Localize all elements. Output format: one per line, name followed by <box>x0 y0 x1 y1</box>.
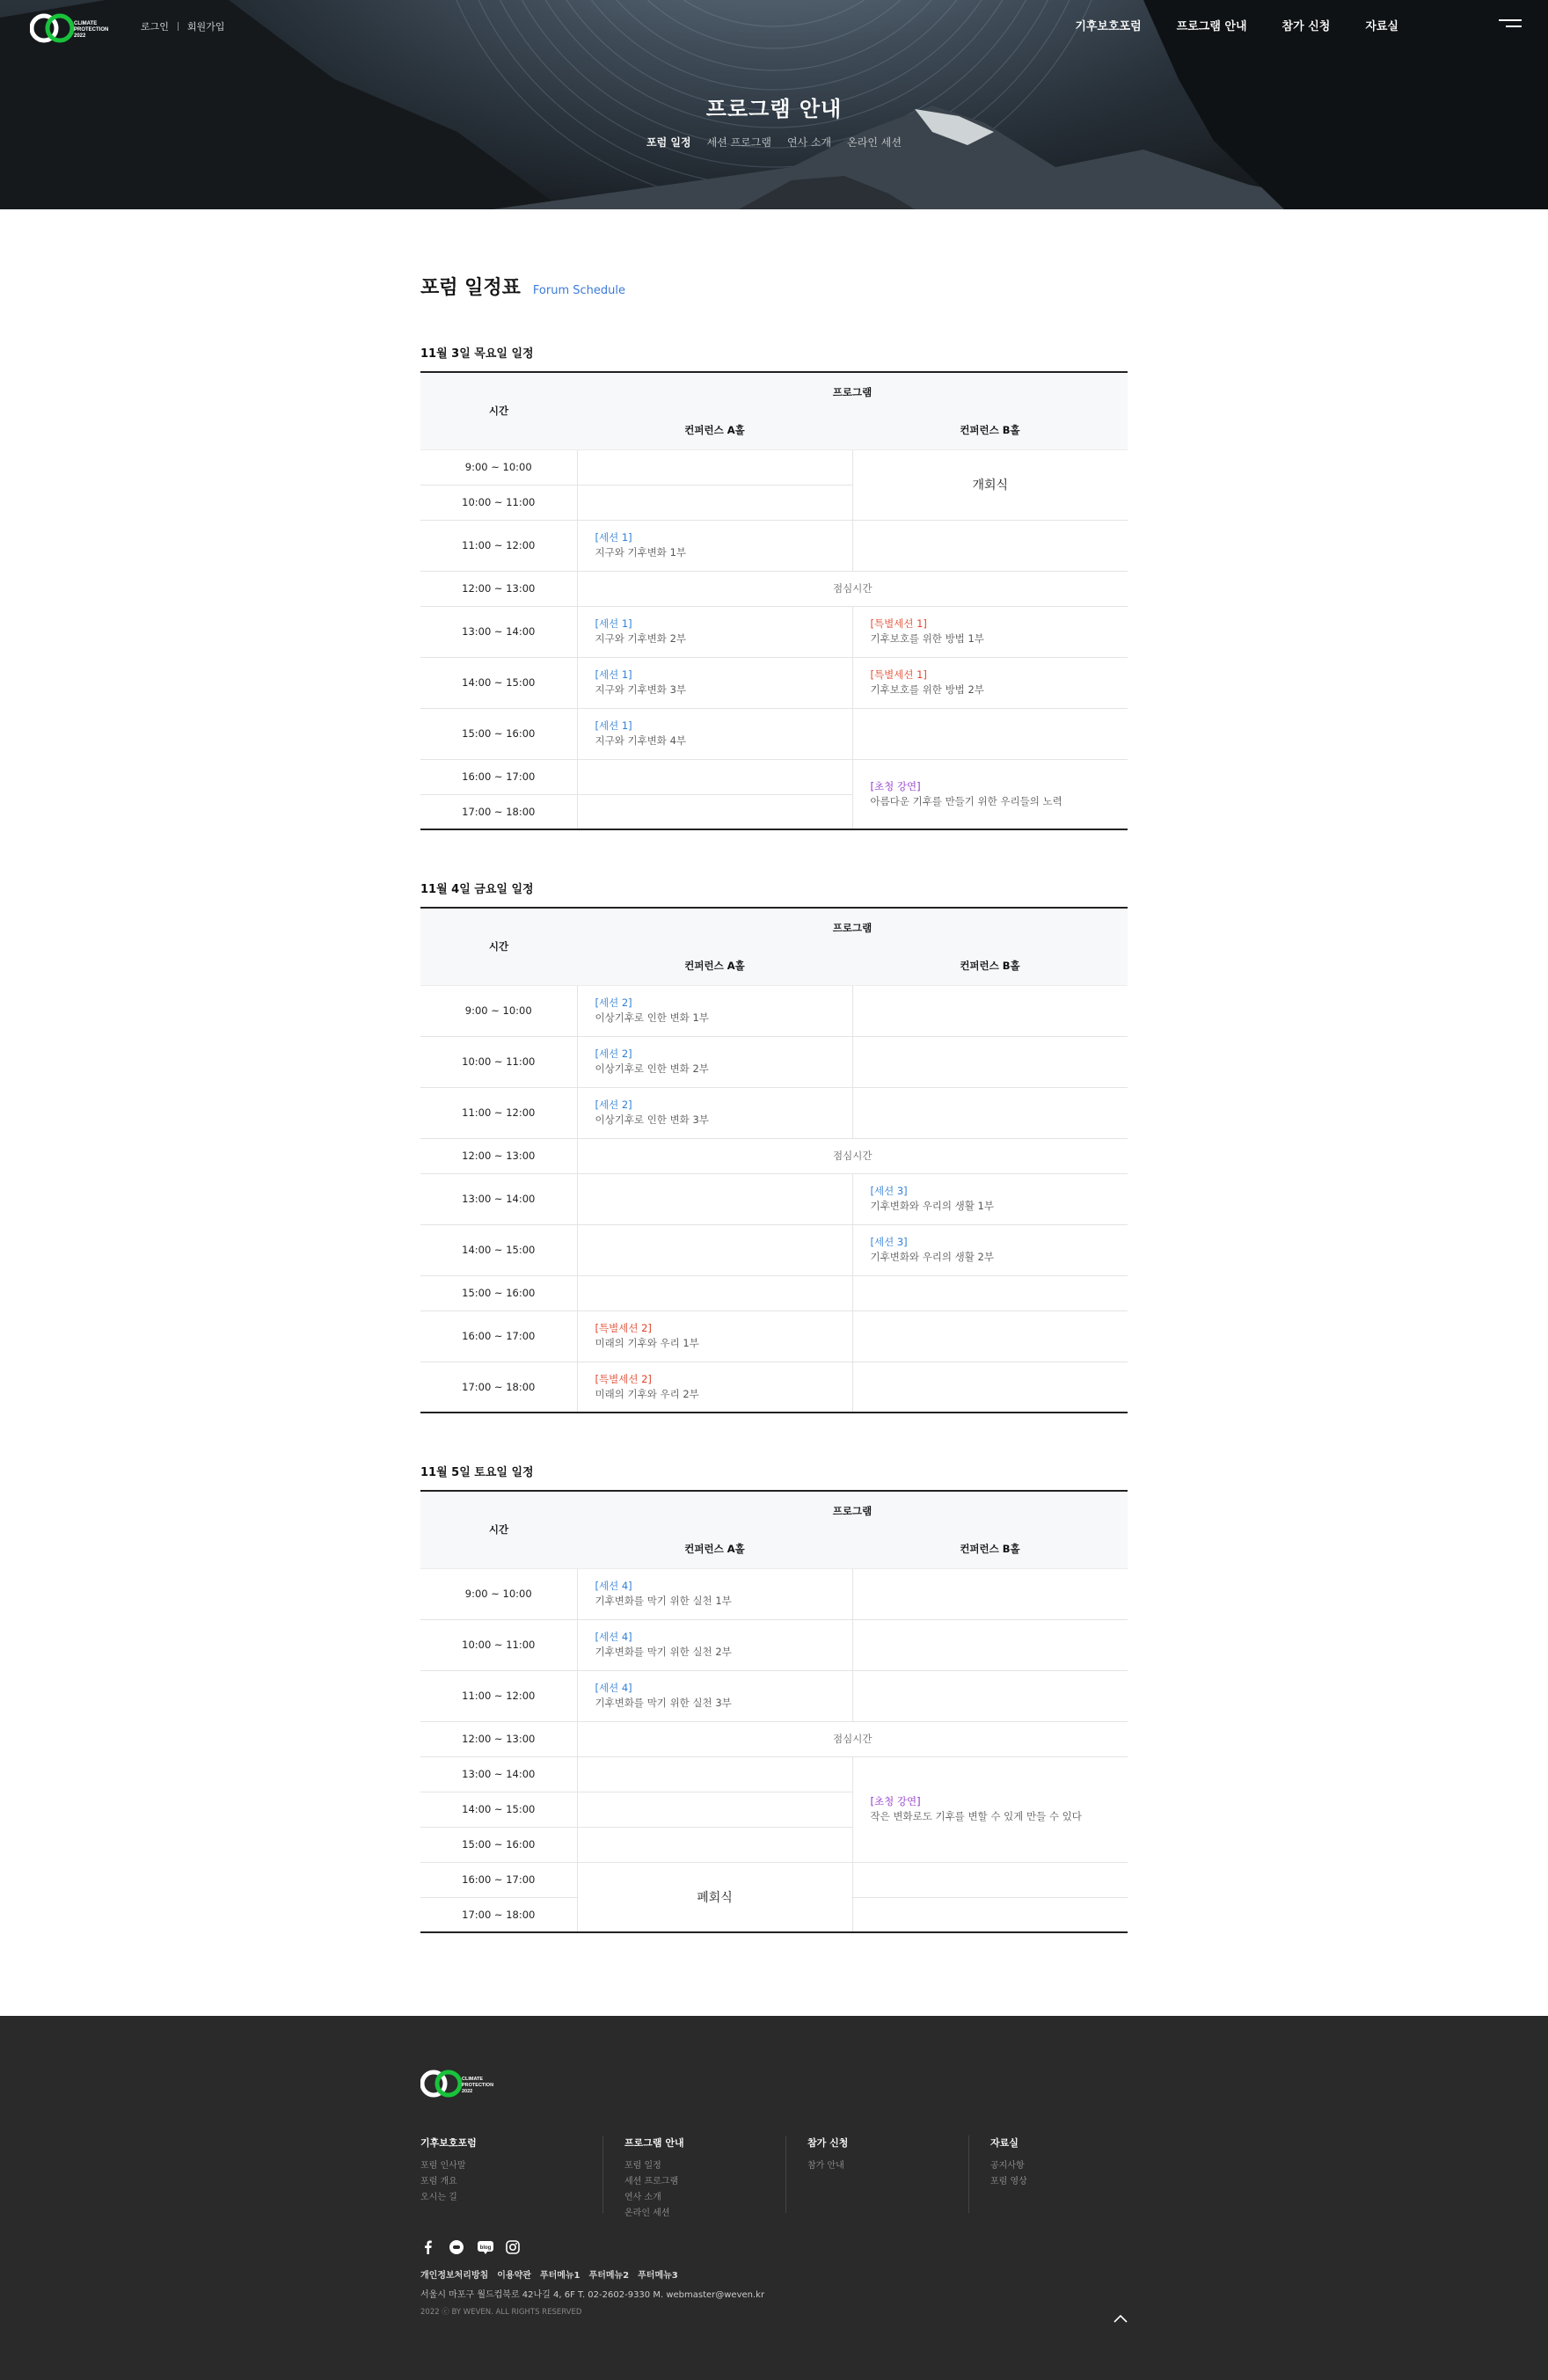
session-desc: 기후변화와 우리의 생활 1부 <box>870 1200 994 1212</box>
climate-logo-icon <box>420 2069 496 2099</box>
session-tag: [세션 1] <box>595 617 632 630</box>
session-tag: [세션 4] <box>595 1682 632 1694</box>
kakao-icon[interactable] <box>449 2239 464 2255</box>
session-cell[interactable] <box>852 1173 1128 1224</box>
time-cell: 9:00 ~ 10:00 <box>420 449 577 485</box>
time-cell: 17:00 ~ 18:00 <box>462 1908 536 1921</box>
session-cell[interactable] <box>577 1568 852 1619</box>
scroll-top-icon[interactable] <box>1112 2311 1129 2324</box>
special-session-tag: [특별세션 2] <box>595 1322 652 1334</box>
header-program: 프로그램 <box>577 908 1128 946</box>
time-cell: 10:00 ~ 11:00 <box>420 1036 577 1087</box>
session-desc: 기후보호를 위한 방법 2부 <box>870 683 984 696</box>
table-row <box>420 1036 1128 1087</box>
empty-cell <box>852 1036 1128 1087</box>
signup-link[interactable]: 회원가입 <box>186 21 225 33</box>
session-desc: 기후변화를 막기 위한 실천 1부 <box>595 1595 732 1607</box>
table-row <box>420 1862 1128 1897</box>
footer-link[interactable]: 세션 프로그램 <box>624 2177 679 2187</box>
subnav-item-schedule[interactable]: 포럼 일정 <box>646 136 691 149</box>
empty-cell <box>577 1756 852 1792</box>
page-title-en: Forum Schedule <box>532 284 626 297</box>
brand-logo[interactable] <box>30 12 111 47</box>
time-cell: 14:00 ~ 15:00 <box>420 657 577 708</box>
session-desc: 기후보호를 위한 방법 1부 <box>870 632 984 645</box>
session-tag: [세션 2] <box>595 997 632 1009</box>
logo-line-2: PROTECTION <box>462 2083 494 2088</box>
time-cell: 14:00 ~ 15:00 <box>420 1224 577 1275</box>
hamburger-icon[interactable] <box>1499 19 1522 32</box>
table-row <box>420 1756 1128 1792</box>
table-row <box>420 708 1128 759</box>
footer-menu-link[interactable]: 푸터메뉴1 <box>539 2271 580 2281</box>
climate-logo-icon <box>30 12 111 44</box>
nav-item-apply[interactable]: 참가 신청 <box>1281 20 1331 33</box>
facebook-icon[interactable] <box>420 2239 436 2255</box>
sub-nav <box>0 135 1548 150</box>
footer-sitemap <box>420 2135 1152 2218</box>
session-cell[interactable] <box>852 759 1128 829</box>
session-cell[interactable] <box>852 606 1128 657</box>
svg-text:blog: blog <box>479 2245 492 2251</box>
time-cell: 15:00 ~ 16:00 <box>420 708 577 759</box>
day-title: 11월 4일 금요일 일정 <box>420 883 534 896</box>
session-cell[interactable] <box>577 657 852 708</box>
table-row <box>420 1619 1128 1670</box>
time-cell: 15:00 ~ 16:00 <box>420 1275 577 1310</box>
schedule-table <box>420 1490 1128 1933</box>
table-row <box>420 1138 1128 1173</box>
time-cell: 12:00 ~ 13:00 <box>420 1138 577 1173</box>
footer-address: 서울시 마포구 월드컵북로 42나길 4, 6F T. 02-2602-9330 M. webmaster@weven.kr <box>420 2290 765 2300</box>
nav-item-forum[interactable]: 기후보호포럼 <box>1075 20 1142 33</box>
time-cell: 17:00 ~ 18:00 <box>462 1380 536 1393</box>
session-cell[interactable] <box>852 1756 1128 1862</box>
empty-cell <box>852 1568 1128 1619</box>
day-title: 11월 3일 목요일 일정 <box>420 347 534 361</box>
footer-menu-link[interactable]: 푸터메뉴3 <box>638 2271 678 2281</box>
session-cell[interactable] <box>577 1670 852 1721</box>
logo-line-2: PROTECTION <box>74 27 109 33</box>
footer-link[interactable]: 연사 소개 <box>624 2193 661 2202</box>
footer-col-apply <box>786 2135 969 2213</box>
header-room-a: 컨퍼런스 A홀 <box>577 1529 852 1568</box>
nav-item-archive[interactable]: 자료실 <box>1365 20 1398 33</box>
utility-nav <box>141 19 224 33</box>
terms-link[interactable]: 이용약관 <box>497 2271 531 2281</box>
invited-talk-tag: [초청 강연] <box>870 779 921 792</box>
session-desc: 기후변화를 막기 위한 실천 3부 <box>595 1697 732 1709</box>
session-cell[interactable] <box>577 985 852 1036</box>
session-cell[interactable] <box>577 520 852 571</box>
table-row <box>420 985 1128 1036</box>
session-desc: 지구와 기후변화 1부 <box>595 546 686 558</box>
session-desc: 지구와 기후변화 4부 <box>595 734 686 747</box>
empty-cell <box>852 1897 1128 1932</box>
day-title: 11월 5일 토요일 일정 <box>420 1466 534 1479</box>
page-title: 포럼 일정표 <box>420 277 521 299</box>
session-cell[interactable] <box>577 1310 852 1362</box>
table-row <box>420 759 1128 794</box>
table-row <box>420 606 1128 657</box>
footer-link[interactable]: 온라인 세션 <box>624 2208 670 2218</box>
footer-link[interactable]: 포럼 영상 <box>990 2177 1027 2187</box>
table-row <box>420 1721 1128 1756</box>
time-cell: 16:00 ~ 17:00 <box>420 1862 577 1897</box>
footer-link[interactable]: 포럼 인사말 <box>420 2161 466 2171</box>
session-cell[interactable] <box>852 657 1128 708</box>
time-cell: 11:00 ~ 12:00 <box>420 520 577 571</box>
header-room-b: 컨퍼런스 B홀 <box>852 411 1128 449</box>
time-cell: 9:00 ~ 10:00 <box>420 1568 577 1619</box>
main-nav <box>1075 17 1398 33</box>
main-content <box>420 273 1128 1982</box>
session-desc: 아름다운 기후를 만들기 위한 우리들의 노력 <box>870 794 1062 807</box>
time-cell: 11:00 ~ 12:00 <box>420 1670 577 1721</box>
day-schedule-3 <box>420 1463 1128 1933</box>
session-desc: 이상기후로 인한 변화 1부 <box>595 1011 709 1024</box>
empty-cell <box>852 1310 1128 1362</box>
day-schedule-2 <box>420 880 1128 1413</box>
session-cell[interactable] <box>852 1224 1128 1275</box>
footer-link[interactable]: 공지사항 <box>990 2161 1025 2171</box>
session-desc: 작은 변화로도 기후를 변할 수 있게 만들 수 있다 <box>870 1810 1082 1822</box>
table-row <box>420 1362 1128 1413</box>
session-desc: 지구와 기후변화 3부 <box>595 683 686 696</box>
session-desc: 이상기후로 인한 변화 3부 <box>595 1113 709 1126</box>
session-tag: [세션 3] <box>870 1236 908 1248</box>
empty-cell <box>852 520 1128 571</box>
empty-cell <box>577 1173 852 1224</box>
subnav-item-speakers[interactable]: 연사 소개 <box>786 136 832 149</box>
site-footer <box>0 2016 1548 2380</box>
opening-ceremony: 개회식 <box>852 449 1128 520</box>
empty-cell <box>577 449 852 485</box>
header-room-b: 컨퍼런스 B홀 <box>852 946 1128 985</box>
hero-banner <box>0 0 1548 209</box>
time-cell: 9:00 ~ 10:00 <box>420 985 577 1036</box>
table-row <box>420 571 1128 606</box>
session-cell[interactable] <box>577 606 852 657</box>
table-row <box>420 1310 1128 1362</box>
nav-item-program[interactable]: 프로그램 안내 <box>1176 20 1247 33</box>
session-desc: 이상기후로 인한 변화 2부 <box>595 1062 709 1075</box>
footer-menu-link[interactable]: 푸터메뉴2 <box>588 2271 630 2281</box>
privacy-link[interactable]: 개인정보처리방침 <box>420 2271 489 2281</box>
footer-col-title: 기후보호포럼 <box>420 2137 477 2149</box>
empty-cell <box>577 485 852 520</box>
time-cell: 12:00 ~ 13:00 <box>420 1721 577 1756</box>
footer-col-forum <box>420 2135 603 2213</box>
empty-cell <box>577 1827 852 1862</box>
empty-cell <box>852 1670 1128 1721</box>
blog-icon[interactable] <box>477 2239 493 2255</box>
session-desc: 미래의 기후와 우리 2부 <box>595 1387 699 1400</box>
time-cell: 10:00 ~ 11:00 <box>420 1619 577 1670</box>
table-row <box>420 520 1128 571</box>
special-session-tag: [특별세션 2] <box>595 1372 652 1385</box>
session-cell[interactable] <box>577 708 852 759</box>
session-tag: [세션 1] <box>595 719 632 732</box>
special-session-tag: [특별세션 1] <box>870 617 927 630</box>
footer-copyright: 2022 ⓒ BY WEVEN. ALL RIGHTS RESERVED <box>420 2308 582 2317</box>
day-schedule-1 <box>420 344 1128 830</box>
session-tag: [세션 2] <box>595 1099 632 1111</box>
footer-col-program <box>603 2135 786 2218</box>
footer-col-title: 자료실 <box>990 2137 1019 2149</box>
time-cell: 16:00 ~ 17:00 <box>420 1310 577 1362</box>
header-room-a: 컨퍼런스 A홀 <box>577 411 852 449</box>
page-heading <box>420 273 1128 300</box>
empty-cell <box>852 1619 1128 1670</box>
empty-cell <box>577 794 852 829</box>
header-time: 시간 <box>420 908 577 985</box>
time-cell: 12:00 ~ 13:00 <box>420 571 577 606</box>
footer-col-archive <box>969 2135 1152 2213</box>
schedule-table <box>420 907 1128 1413</box>
session-desc: 지구와 기후변화 2부 <box>595 632 686 645</box>
lunch-cell: 점심시간 <box>577 1138 1128 1173</box>
invited-talk-tag: [초청 강연] <box>870 1795 921 1807</box>
session-tag: [세션 1] <box>595 531 632 544</box>
login-link[interactable]: 로그인 <box>141 21 169 33</box>
subnav-item-online[interactable]: 온라인 세션 <box>847 136 902 149</box>
empty-cell <box>852 1087 1128 1138</box>
session-desc: 기후변화를 막기 위한 실천 2부 <box>595 1646 732 1658</box>
empty-cell <box>852 1362 1128 1413</box>
session-cell[interactable] <box>577 1087 852 1138</box>
session-cell[interactable] <box>577 1619 852 1670</box>
empty-cell <box>577 759 852 794</box>
header-program: 프로그램 <box>577 1491 1128 1529</box>
footer-logo[interactable] <box>420 2069 496 2102</box>
footer-col-title: 참가 신청 <box>807 2137 849 2149</box>
session-desc: 미래의 기후와 우리 1부 <box>595 1337 699 1349</box>
time-cell: 15:00 ~ 16:00 <box>420 1827 577 1862</box>
hero-title: 프로그램 안내 <box>705 97 843 121</box>
header-room-b: 컨퍼런스 B홀 <box>852 1529 1128 1568</box>
session-desc: 기후변화와 우리의 생활 2부 <box>870 1251 994 1263</box>
header-program: 프로그램 <box>577 372 1128 411</box>
logo-line-3: 2022 <box>462 2089 473 2094</box>
time-cell: 14:00 ~ 15:00 <box>420 1792 577 1827</box>
footer-link[interactable]: 오시는 길 <box>420 2193 457 2202</box>
empty-cell <box>852 708 1128 759</box>
table-row <box>420 449 1128 485</box>
utility-divider <box>178 22 179 31</box>
empty-cell <box>852 1862 1128 1897</box>
header-time: 시간 <box>420 372 577 449</box>
special-session-tag: [특별세션 1] <box>870 668 927 681</box>
empty-cell <box>577 1224 852 1275</box>
table-row <box>420 1087 1128 1138</box>
time-cell: 13:00 ~ 14:00 <box>420 606 577 657</box>
time-cell: 13:00 ~ 14:00 <box>420 1756 577 1792</box>
closing-ceremony: 폐회식 <box>577 1862 852 1932</box>
footer-link[interactable]: 포럼 일정 <box>624 2161 661 2171</box>
session-cell[interactable] <box>577 1362 852 1413</box>
table-row <box>420 1568 1128 1619</box>
logo-line-1: CLIMATE <box>74 21 98 26</box>
table-row <box>420 1224 1128 1275</box>
lunch-cell: 점심시간 <box>577 571 1128 606</box>
lunch-cell: 점심시간 <box>577 1721 1128 1756</box>
schedule-table <box>420 371 1128 830</box>
table-row <box>420 657 1128 708</box>
time-cell: 17:00 ~ 18:00 <box>462 805 536 818</box>
empty-cell <box>577 1792 852 1827</box>
footer-link[interactable]: 포럼 개요 <box>420 2177 457 2187</box>
footer-policy-links <box>420 2267 678 2281</box>
logo-line-3: 2022 <box>74 33 86 39</box>
time-cell: 11:00 ~ 12:00 <box>420 1087 577 1138</box>
sns-links <box>420 2239 521 2255</box>
subnav-item-sessions[interactable]: 세션 프로그램 <box>706 136 771 149</box>
footer-link[interactable]: 참가 안내 <box>807 2161 844 2171</box>
empty-cell <box>852 985 1128 1036</box>
session-tag: [세션 1] <box>595 668 632 681</box>
empty-cell <box>577 1275 852 1310</box>
empty-cell <box>852 1275 1128 1310</box>
session-cell[interactable] <box>577 1036 852 1087</box>
time-cell: 10:00 ~ 11:00 <box>420 485 577 520</box>
time-cell: 13:00 ~ 14:00 <box>420 1173 577 1224</box>
table-row <box>420 1670 1128 1721</box>
footer-col-title: 프로그램 안내 <box>624 2137 684 2149</box>
header-time: 시간 <box>420 1491 577 1568</box>
session-tag: [세션 3] <box>870 1185 908 1197</box>
logo-line-1: CLIMATE <box>462 2077 484 2082</box>
table-row <box>420 1275 1128 1310</box>
session-tag: [세션 4] <box>595 1580 632 1592</box>
table-row <box>420 1173 1128 1224</box>
session-tag: [세션 4] <box>595 1631 632 1643</box>
session-tag: [세션 2] <box>595 1048 632 1060</box>
header-room-a: 컨퍼런스 A홀 <box>577 946 852 985</box>
time-cell: 16:00 ~ 17:00 <box>420 759 577 794</box>
instagram-icon[interactable] <box>505 2239 521 2255</box>
